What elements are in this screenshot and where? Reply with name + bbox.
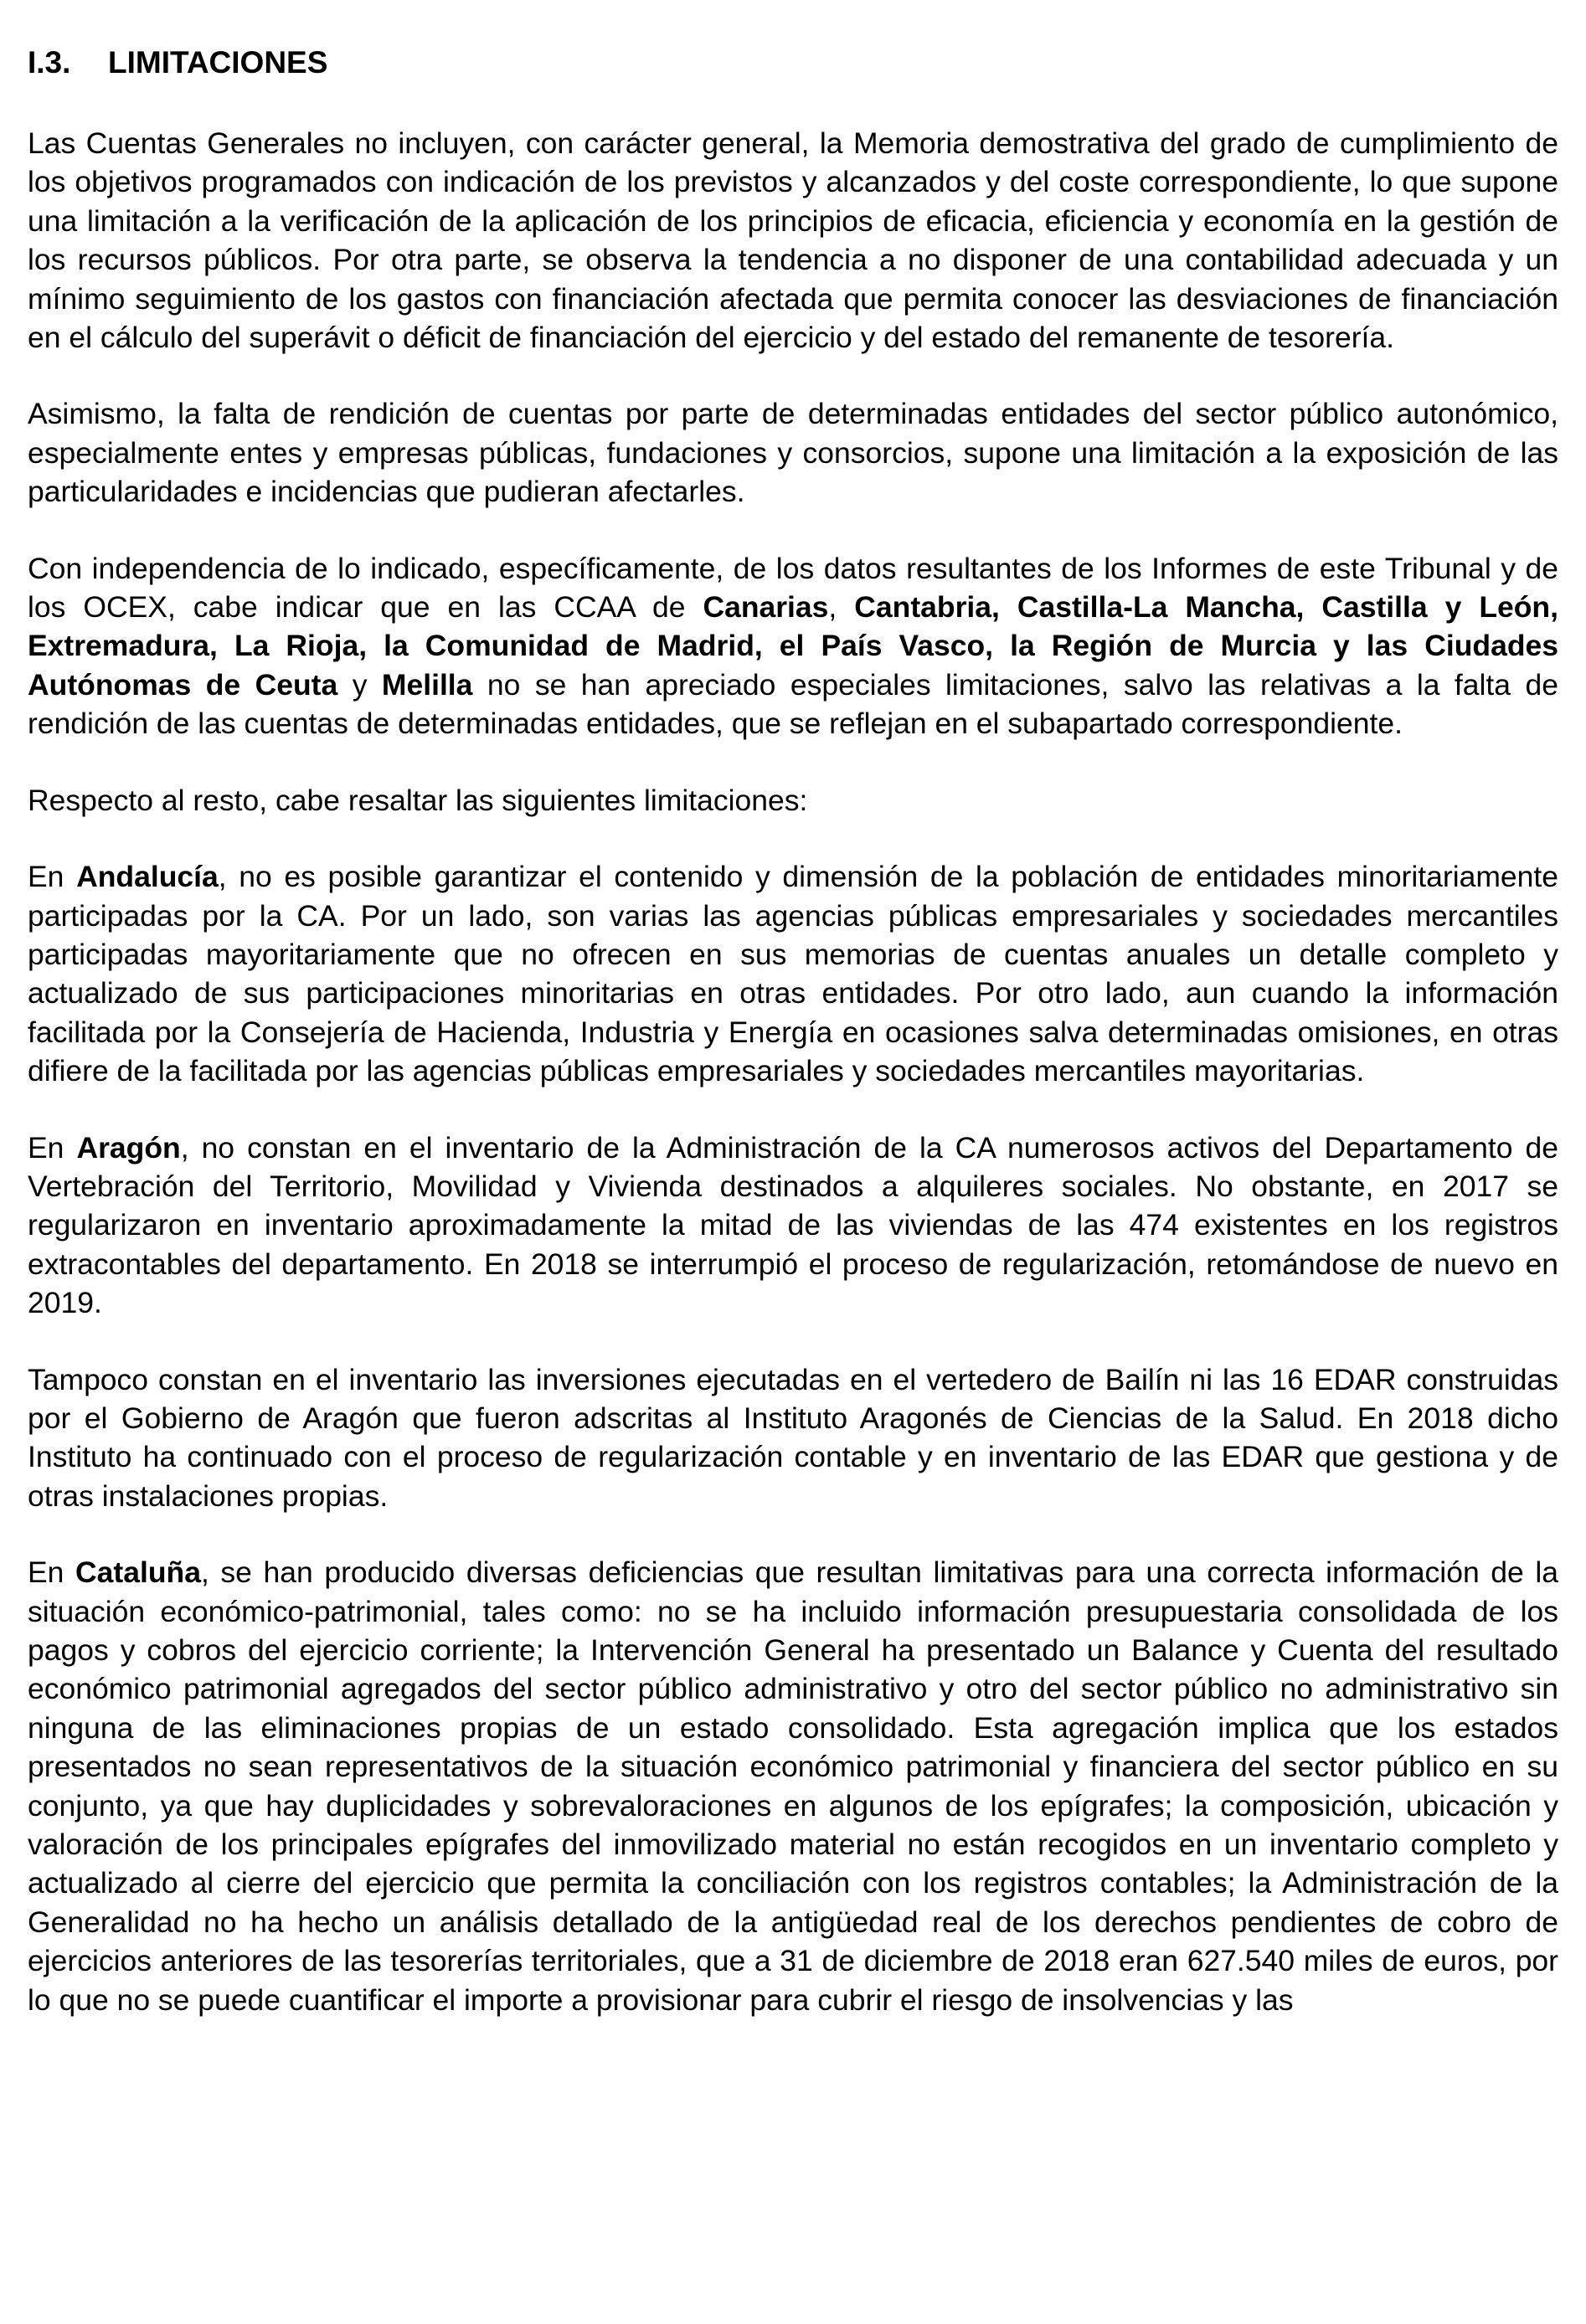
bold-text: Melilla [381, 667, 473, 702]
bold-text: Cataluña [75, 1555, 201, 1590]
text-run: Tampoco constan en el inventario las inversiones ejecutadas en el vertedero de Bailín ni las 16 EDAR construidas por el Gobierno de Aragón que fueron adscritas al Instituto Aragonés de Ciencias de la Salud. En 2018 dicho Instituto ha continuado con el proceso de regularización contable y en inventario de las EDAR que gestiona y de otras instalaciones propias. [28, 1362, 1558, 1513]
paragraph-p5 [28, 857, 1558, 1090]
paragraph-p1 [28, 124, 1558, 357]
section-heading [28, 44, 1558, 82]
text-run: Asimismo, la falta de rendición de cuentas por parte de determinadas entidades del sector público autonómico, especialmente entes y empresas públicas, fundaciones y consorcios, supone una limitación a la exposición de las particularidades e incidencias que pudieran afectarles. [28, 397, 1558, 509]
text-run: no se han apreciado especiales limitaciones, salvo las relativas a la falta de rendición de las cuentas de determinadas entidades, que se reflejan en el subapartado correspondiente. [28, 667, 1558, 741]
text-run: En [28, 860, 77, 894]
text-run: , no constan en el inventario de la Administración de la CA numerosos activos del Departamento de Vertebración del Territorio, Movilidad y Vivienda destinados a alquileres sociales. No obstante, en 2017 se regularizaron en inventario aproximadamente la mitad de las viviendas de las 474 existentes en los registros extracontables del departamento. En 2018 se interrumpió el proceso de regularización, retomándose de nuevo en 2019. [28, 1130, 1558, 1320]
paragraph-p6 [28, 1129, 1558, 1323]
section-number: I.3. [28, 45, 71, 80]
paragraph-p2 [28, 394, 1558, 511]
bold-text: Andalucía [76, 860, 219, 894]
text-run: , [828, 590, 855, 625]
bold-text: Aragón [76, 1130, 181, 1165]
section-title: LIMITACIONES [108, 45, 328, 80]
paragraph-p7 [28, 1360, 1558, 1516]
text-run: En [28, 1555, 76, 1590]
text-run: En [28, 1130, 77, 1165]
document-page [28, 44, 1558, 2057]
text-run: , se han producido diversas deficiencias que resultan limitativas para una correcta información de la situación económico-patrimonial, tales como: no se ha incluido información presupuestaria consolidada de los pagos y cobros del ejercicio corriente; la Intervención General ha presentado un Balance y Cuenta del resultado económico patrimonial agregados del sector público administrativo y otro del sector público no administrativo sin ninguna de las eliminaciones propias de un estado consolidado. Esta agregación implica que los estados presentados no sean representativos de la situación económico patrimonial y financiera del sector público en su conjunto, ya que hay duplicidades y sobrevaloraciones en algunos de los epígrafes; la composición, ubicación y valoración de los principales epígrafes del inmovilizado material no están recogidos en un inventario completo y actualizado al cierre del ejercicio que permita la conciliación con los registros contables; la Administración de la Generalidad no ha hecho un análisis detallado de la antigüedad real de los derechos pendientes de cobro de ejercicios anteriores de las tesorerías territoriales, que a 31 de diciembre de 2018 eran 627.540 miles de euros, por lo que no se puede cuantificar el importe a provisionar para cubrir el riesgo de insolvencias y las [28, 1555, 1558, 2017]
paragraph-p8 [28, 1553, 1558, 2019]
paragraph-p4 [28, 781, 1558, 820]
text-run: , no es posible garantizar el contenido y dimensión de la población de entidades minoritariamente participadas por la CA. Por un lado, son varias las agencias públicas empresariales y sociedades mercantiles participadas mayoritariamente que no ofrecen en sus memorias de cuentas anuales un detalle completo y actualizado de sus participaciones minoritarias en otras entidades. Por otro lado, aun cuando la información facilitada por la Consejería de Hacienda, Industria y Energía en ocasiones salva determinadas omisiones, en otras difiere de la facilitada por las agencias públicas empresariales y sociedades mercantiles mayoritarias. [28, 860, 1558, 1088]
bold-text: Cantabria, Castilla-La Mancha, Castilla y León, Extremadura, La Rioja, la Comunidad de Madrid, el País Vasco, la Región de Murcia y las Ciudades Autónomas de Ceuta [28, 590, 1558, 702]
bold-text: Canarias [703, 590, 829, 625]
text-run: Respecto al resto, cabe resaltar las siguientes limitaciones: [28, 783, 808, 817]
text-run: y [337, 667, 382, 702]
text-run: Las Cuentas Generales no incluyen, con carácter general, la Memoria demostrativa del grado de cumplimiento de los objetivos programados con indicación de los previstos y alcanzados y del coste correspondiente, lo que supone una limitación a la verificación de la aplicación de los principios de eficacia, eficiencia y economía en la gestión de los recursos públicos. Por otra parte, se observa la tendencia a no disponer de una contabilidad adecuada y un mínimo seguimiento de los gastos con financiación afectada que permita conocer las desviaciones de financiación en el cálculo del superávit o déficit de financiación del ejercicio y del estado del remanente de tesorería. [28, 126, 1558, 355]
body-text [28, 124, 1558, 2019]
text-run: Con independencia de lo indicado, específicamente, de los datos resultantes de los Informes de este Tribunal y de los OCEX, cabe indicar que en las CCAA de [28, 551, 1558, 625]
paragraph-p3 [28, 549, 1558, 743]
